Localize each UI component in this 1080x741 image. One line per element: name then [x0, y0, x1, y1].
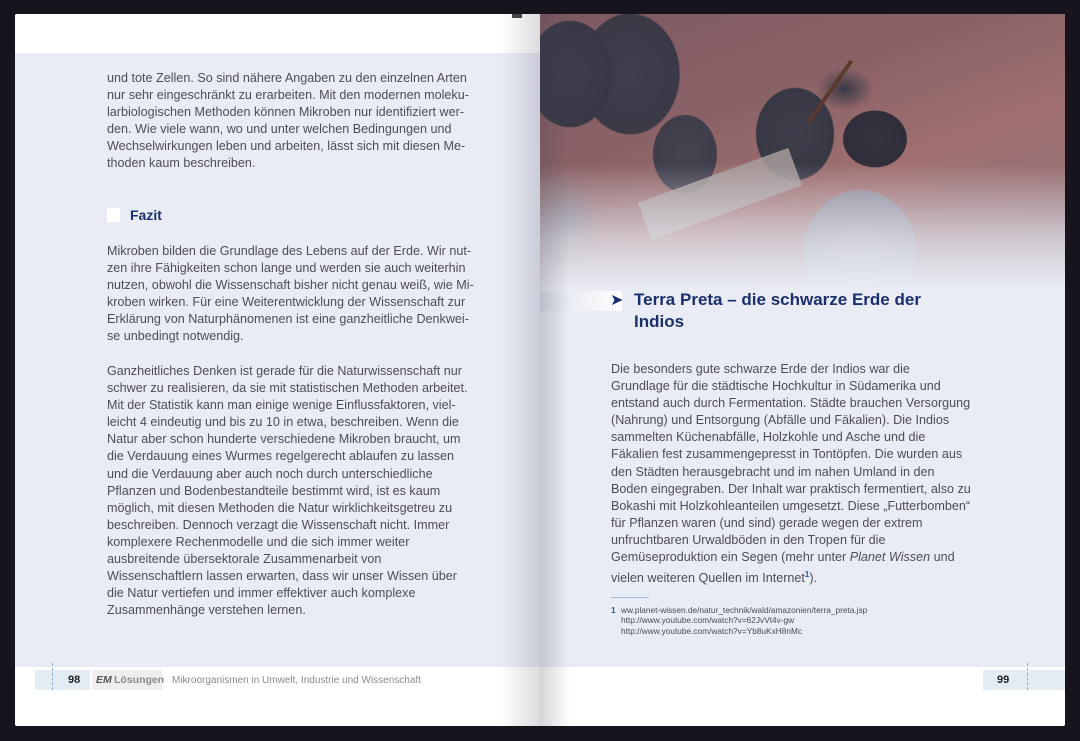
paragraph-end: ). [809, 571, 818, 586]
italic-source: Planet Wissen [849, 550, 931, 565]
section-marker-icon [107, 208, 120, 222]
paragraph-tail: und vielen weiteren Quellen im Internet [611, 550, 955, 586]
paragraph [107, 243, 477, 346]
section-heading: Terra Preta – die schwarze Erde der Indios [634, 290, 921, 331]
paragraph [611, 361, 971, 587]
book-spread [15, 14, 1065, 726]
arrow-right-icon: ➤ [610, 292, 624, 309]
page-number: 99 [997, 674, 1010, 686]
footnote-reference[interactable]: 1 [804, 570, 810, 580]
paragraph-text: und tote Zellen. So sind nähere Angaben zu den einzelnen Arten nur sehr eingeschränkt zu erarbeiten. Mit den modernen molekularbiologischen Methoden können Mikroben nur identifiziert werden. Wie viele wann, wo und unter welchen Bedingungen und Wechselwirkungen leben und arbeiten, lässt sich mit diesen Methoden kaum beschreiben. [107, 71, 469, 171]
footnote-link[interactable]: http://www.youtube.com/watch?v=Yb8uKxH8nMc [621, 625, 803, 636]
paragraph [107, 70, 477, 173]
section-title: Fazit [130, 207, 162, 223]
paragraph-text: Ganzheitliches Denken ist gerade für die Naturwissenschaft nur schwer zu realisieren, da sie mit statistischen Methoden arbeitet. Mit der Statistik kann man einige wenige Einflussfaktoren, vielleicht 4 eindeutig und bis zu 10 in etwa, beschreiben. Wenn die Natur aber schon hunderte verschiedene Mikroben braucht, um die Verdauung eines Wurmes regelgerecht ablaufen zu lassen und die Verdauung aber auch noch durch unterschiedliche Pflanzen und Bodenbestandteile bestimmt wird, ist es kaum möglich, mit diesen Methoden die Natur wirklichkeitsgetreu zu beschreiben. Dennoch verzagt die Wissenschaft nicht. Immer komplexere Rechenmodelle und die sich immer weiter ausbreitende übersektorale Zusammenarbeit von Wissenschaftlern lassen erwarten, dass wir unser Wissen über die Natur vertiefen und immer effektiver auch komplexe Zusammenhänge verstehen lernen. [107, 364, 468, 618]
paragraph-text: Mikroben bilden die Grundlage des Lebens auf der Erde. Wir nutzen ihre Fähigkeiten schon lange und werden sie auch weiterhin nutzen, obwohl die Wissenschaft bisher nicht genau weiß, wie Mikroben wirken. Für eine Weiterentwicklung der Wissenschaft zur Erklärung von Naturphänomenen ist eine ganzheitliche Denkweise unbedingt notwendig. [107, 244, 474, 344]
logo-text: Lösungen [114, 674, 165, 686]
dashed-divider [52, 663, 53, 690]
running-title: Mikroorganismen in Umwelt, Industrie und Wissenschaft [172, 675, 421, 686]
page-number: 98 [68, 674, 81, 686]
page-number-box [35, 670, 90, 690]
footnote-divider [611, 597, 649, 598]
logo-em-icon: EM [96, 674, 112, 686]
footnote-links [621, 605, 921, 636]
page-left [15, 14, 540, 726]
paragraph [107, 363, 477, 619]
photo-clay-pots [540, 14, 1065, 289]
footnote-link[interactable]: ww.planet-wissen.de/natur_technik/wald/amazonien/terra_preta.jsp [621, 605, 868, 615]
photo-stick [807, 60, 853, 124]
photo-fade-overlay [540, 164, 1065, 289]
footnote-number: 1 [611, 605, 616, 615]
dashed-divider [1027, 663, 1028, 690]
paragraph-main: Die besonders gute schwarze Erde der Indios war die Grundlage für die städtische Hochkultur in Südamerika und entstand auch durch Fermentation. Städte brauchen Versorgung (Nahrung) und Entsorgung (Abfälle und Fäkalien). Die Indios sammelten Küchenabfälle, Holzkohle und Asche und die Fäkalien fest zusammengepresst in Tontöpfen. Die wurden aus den Städten herausgebracht und im nahen Umland in den Boden eingegraben. Der Inhalt war praktisch fermentiert, also zu Bokashi mit Holzkohleanteilen umgesetzt. Diese „Futterbomben“ für Pflanzen waren (und sind) gerade wegen der extrem unfruchtbaren Urwaldböden in den Tropen für die Gemüseproduktion ein Segen (mehr unter [611, 362, 971, 565]
paragraph-text [611, 361, 971, 587]
footnote-link[interactable]: http://www.youtube.com/watch?v=62JvVt4v-gw [621, 615, 795, 626]
page-right [540, 14, 1065, 726]
gutter-shadow [500, 14, 540, 726]
page-number-box [983, 670, 1065, 690]
